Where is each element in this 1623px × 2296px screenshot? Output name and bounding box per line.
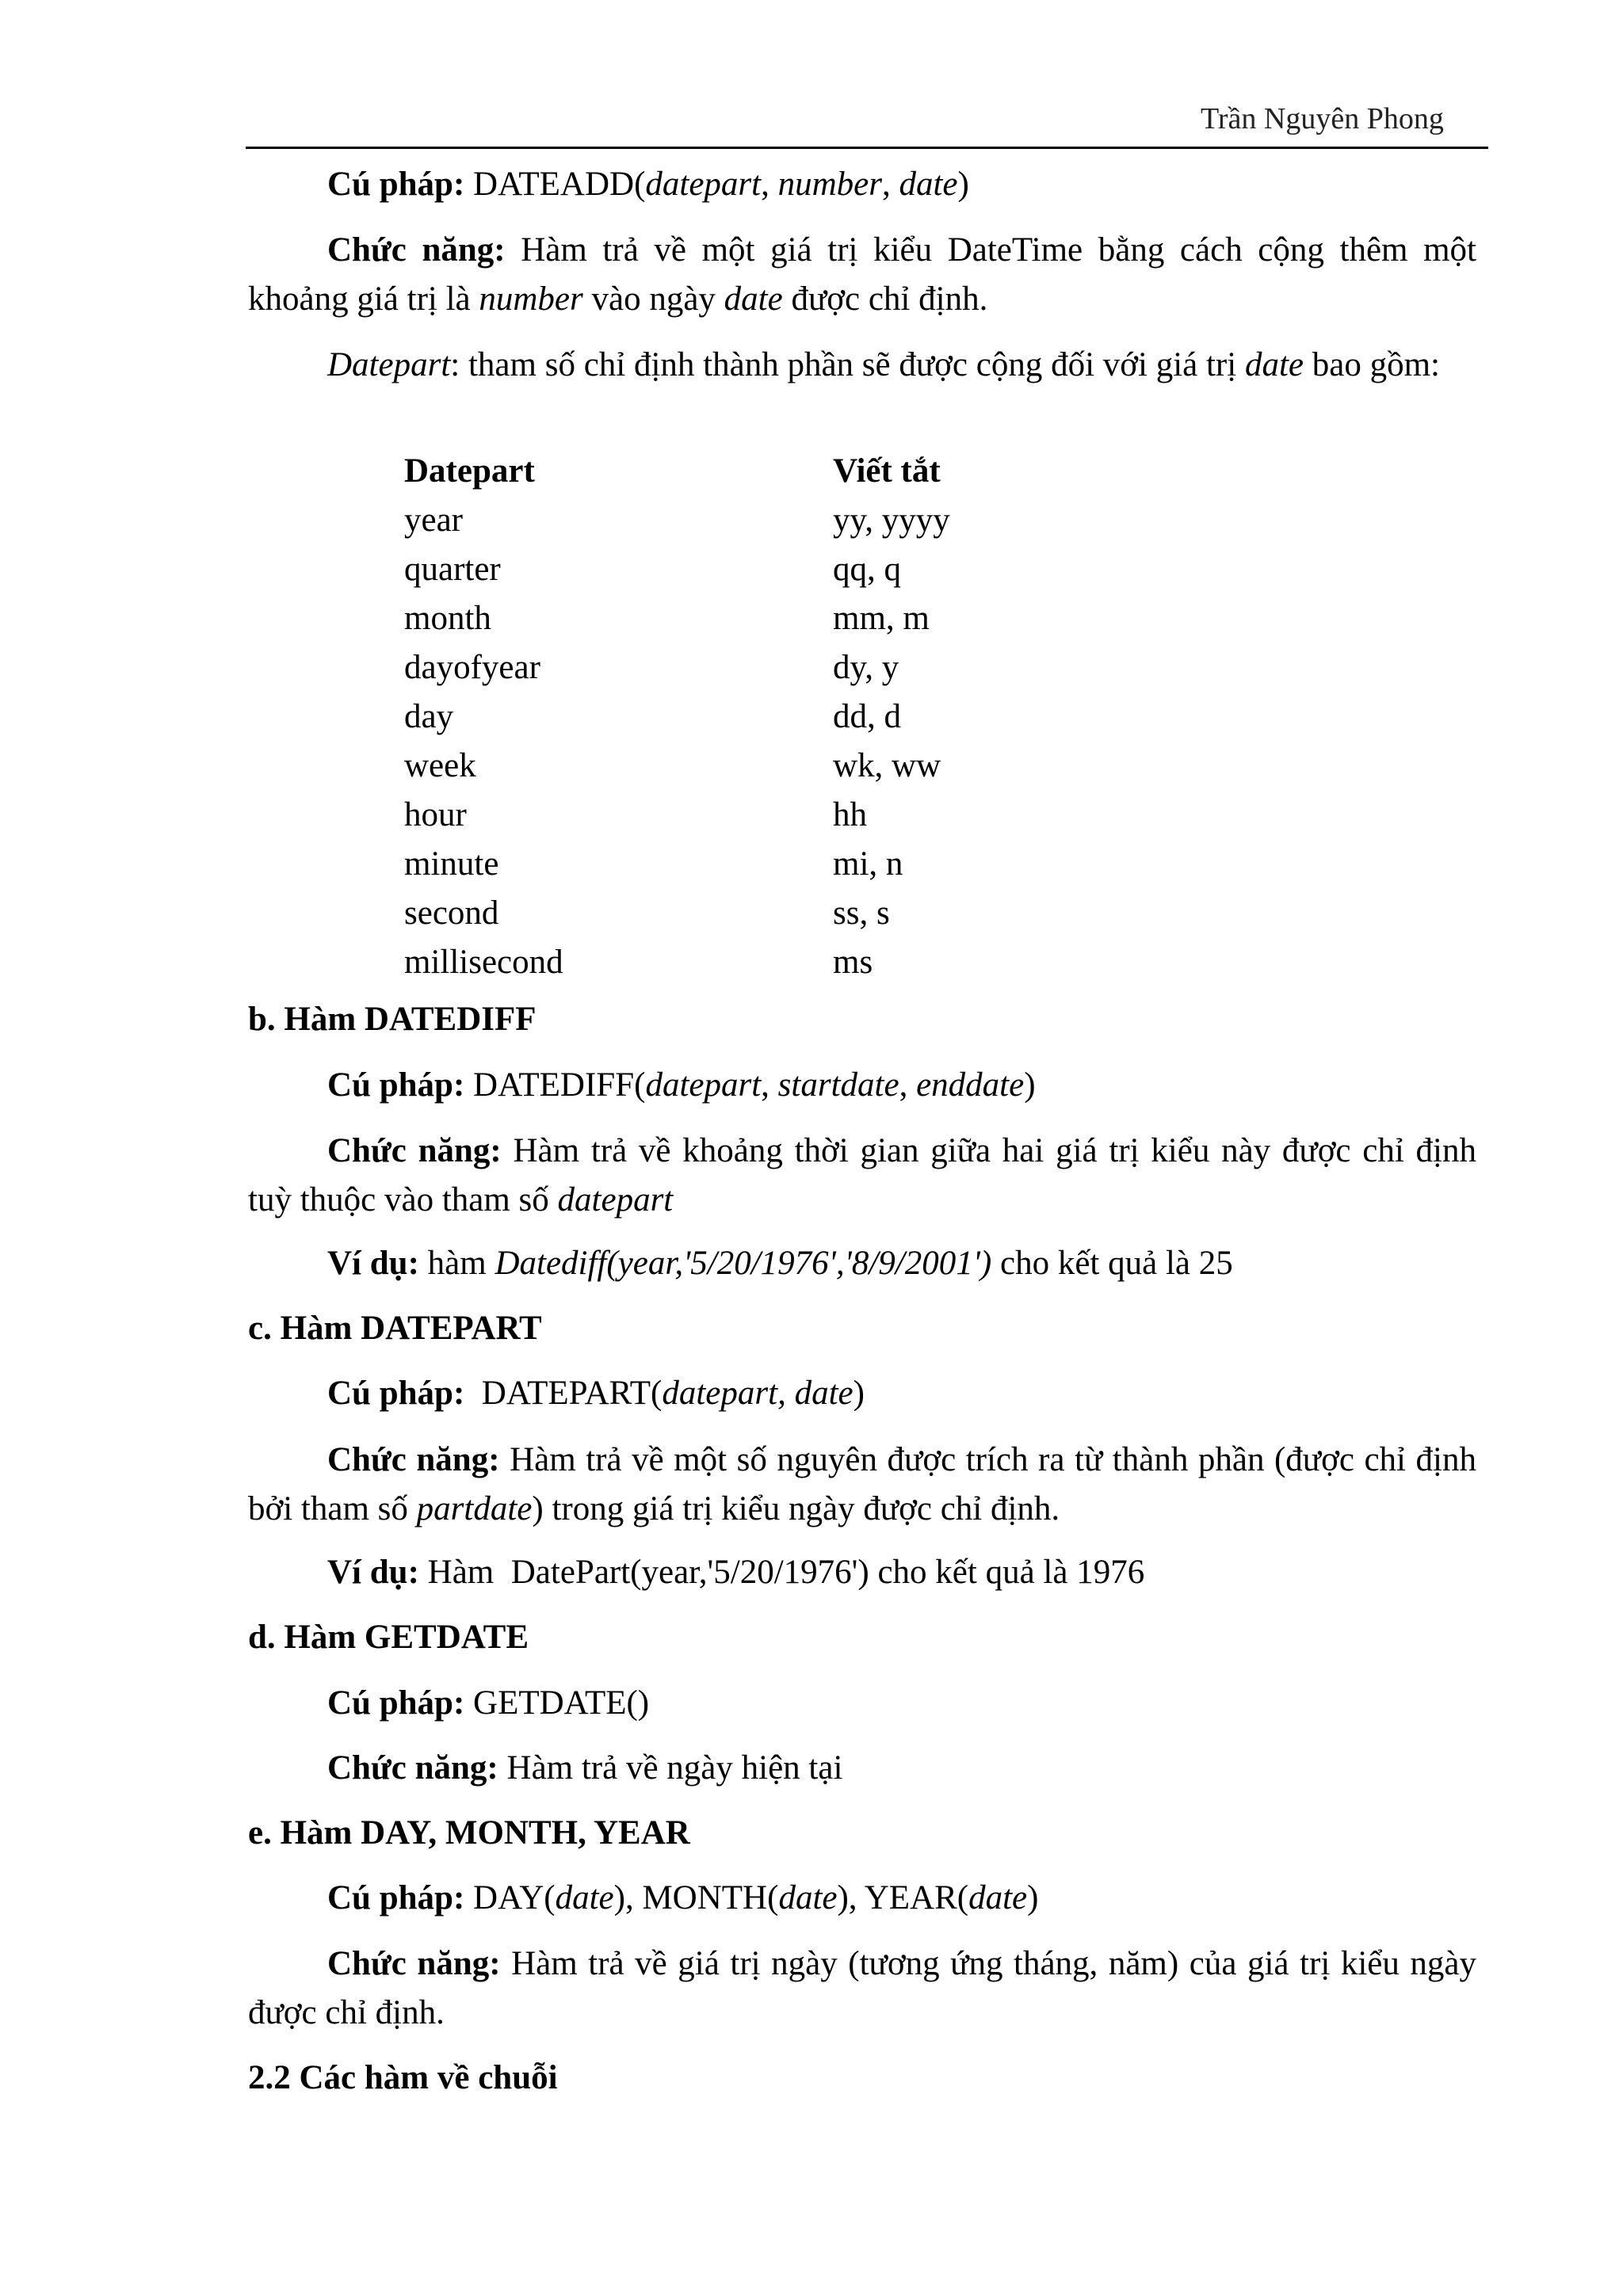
- section-heading-string-functions: 2.2 Các hàm về chuỗi: [248, 2059, 558, 2096]
- table-cell: dayofyear: [404, 649, 540, 686]
- table-cell: mi, n: [833, 845, 903, 883]
- table-cell: dy, y: [833, 649, 899, 686]
- table-row: [248, 595, 1476, 643]
- table-cell: hh: [833, 796, 867, 833]
- dateadd-description: Chức năng: Hàm trả về một giá trị kiểu DateTime bằng cách cộng thêm một khoảng giá trị là number vào ngày date được chỉ định.: [248, 231, 1476, 318]
- table-cell: day: [404, 698, 454, 735]
- getdate-syntax: Cú pháp: GETDATE(): [327, 1684, 650, 1722]
- datediff-example: Ví dụ: hàm Datediff(year,'5/20/1976','8/9/2001') cho kết quả là 25: [327, 1245, 1233, 1282]
- table-header-abbrev: Viết tắt: [833, 452, 941, 490]
- table-header-datepart: Datepart: [404, 452, 535, 490]
- datepart-example: Ví dụ: Hàm DatePart(year,'5/20/1976') cho kết quả là 1976: [327, 1554, 1145, 1591]
- table-cell: millisecond: [404, 944, 563, 981]
- daymonthyear-syntax: Cú pháp: DAY(date), MONTH(date), YEAR(date): [327, 1879, 1039, 1917]
- table-cell: yy, yyyy: [833, 502, 950, 539]
- table-cell: qq, q: [833, 551, 901, 588]
- table-cell: minute: [404, 845, 499, 883]
- table-row: [248, 939, 1476, 986]
- table-row: [248, 742, 1476, 790]
- heading-datepart: c. Hàm DATEPART: [248, 1310, 542, 1347]
- table-cell: quarter: [404, 551, 501, 588]
- table-cell: wk, ww: [833, 747, 941, 784]
- datediff-syntax: Cú pháp: DATEDIFF(datepart, startdate, enddate): [327, 1066, 1036, 1104]
- daymonthyear-description: Chức năng: Hàm trả về giá trị ngày (tương ứng tháng, năm) của giá trị kiểu ngày được chỉ định.: [248, 1945, 1476, 2031]
- getdate-description: Chức năng: Hàm trả về ngày hiện tại: [327, 1749, 843, 1787]
- table-cell: dd, d: [833, 698, 901, 735]
- table-cell: ms: [833, 944, 873, 981]
- datepart-syntax: Cú pháp: DATEPART(datepart, date): [327, 1375, 865, 1412]
- heading-daymonthyear: e. Hàm DAY, MONTH, YEAR: [248, 1814, 690, 1852]
- table-cell: ss, s: [833, 894, 890, 932]
- header-rule: [246, 147, 1488, 149]
- table-cell: second: [404, 894, 499, 932]
- table-row: [248, 644, 1476, 692]
- table-cell: year: [404, 502, 463, 539]
- table-header-row: [248, 448, 1476, 495]
- table-cell: week: [404, 747, 476, 784]
- table-row: [248, 693, 1476, 741]
- table-cell: mm, m: [833, 600, 930, 637]
- table-cell: month: [404, 600, 491, 637]
- datediff-description: Chức năng: Hàm trả về khoảng thời gian giữa hai giá trị kiểu này được chỉ định tuỳ thuộc vào tham số datepart: [248, 1132, 1476, 1219]
- datepart-description: Chức năng: Hàm trả về một số nguyên được trích ra từ thành phần (được chỉ định bởi tham số partdate) trong giá trị kiểu ngày được chỉ định.: [248, 1441, 1476, 1527]
- table-row: [248, 841, 1476, 888]
- table-row: [248, 546, 1476, 593]
- heading-getdate: d. Hàm GETDATE: [248, 1619, 529, 1656]
- page-header-author: Trần Nguyên Phong: [1201, 102, 1444, 135]
- dateadd-syntax: Cú pháp: DATEADD(datepart, number, date): [327, 166, 969, 203]
- datepart-param-description: Datepart: tham số chỉ định thành phần sẽ được cộng đối với giá trị date bao gồm:: [327, 346, 1440, 383]
- table-row: [248, 890, 1476, 937]
- heading-datediff: b. Hàm DATEDIFF: [248, 1001, 537, 1038]
- table-cell: hour: [404, 796, 467, 833]
- table-row: [248, 497, 1476, 544]
- table-row: [248, 791, 1476, 839]
